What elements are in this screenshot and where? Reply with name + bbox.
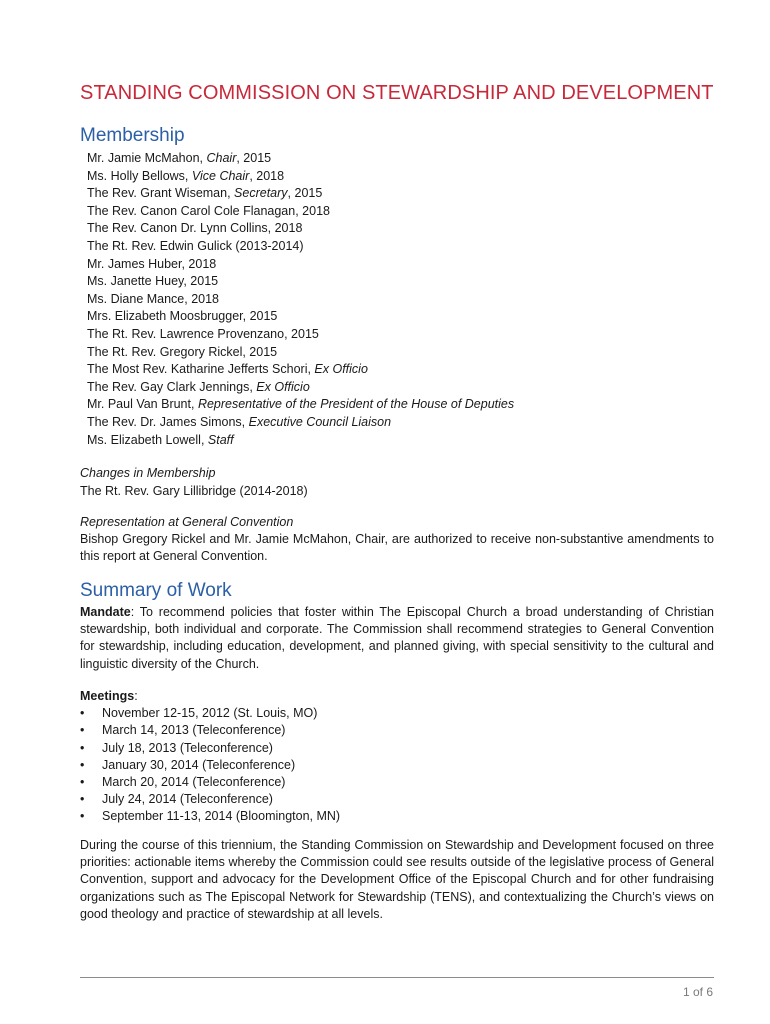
mandate-paragraph: [80, 604, 714, 673]
meeting-list: [80, 705, 714, 825]
member-item: Mrs. Elizabeth Moosbrugger, 2015: [87, 309, 278, 324]
summary-heading: Summary of Work: [80, 580, 232, 601]
member-item: The Rev. Grant Wiseman, Secretary, 2015: [87, 186, 323, 201]
triennium-paragraph: [80, 837, 714, 923]
representation-heading: Representation at General Convention: [80, 515, 294, 529]
page-number: 1 of 6: [682, 985, 713, 999]
member-item: The Rev. Dr. James Simons, Executive Council Liaison: [87, 414, 392, 429]
member-item: Ms. Holly Bellows, Vice Chair, 2018: [87, 168, 285, 183]
changes-in-membership: [80, 465, 308, 500]
member-item: The Most Rev. Katharine Jefferts Schori, Ex Officio: [87, 362, 368, 377]
member-item: Ms. Diane Mance, 2018: [87, 291, 220, 306]
member-item: The Rev. Canon Carol Cole Flanagan, 2018: [87, 203, 330, 218]
document-title: STANDING COMMISSION ON STEWARDSHIP AND DEVELOPMENT: [80, 82, 714, 104]
member-item: Mr. James Huber, 2018: [87, 256, 217, 271]
meeting-item: • July 18, 2013 (Teleconference): [80, 740, 714, 757]
bullet-icon: •: [80, 792, 85, 807]
bullet-icon: •: [80, 740, 85, 755]
bullet-icon: •: [80, 775, 85, 790]
member-item: The Rt. Rev. Edwin Gulick (2013-2014): [87, 238, 304, 253]
meeting-item: • November 12-15, 2012 (St. Louis, MO): [80, 705, 714, 722]
bullet-icon: •: [80, 757, 85, 772]
changes-text: The Rt. Rev. Gary Lillibridge (2014-2018): [80, 483, 308, 498]
member-item: Ms. Elizabeth Lowell, Staff: [87, 432, 234, 447]
member-item: The Rt. Rev. Lawrence Provenzano, 2015: [87, 326, 319, 341]
meeting-item: • March 20, 2014 (Teleconference): [80, 774, 714, 791]
meeting-item: • March 14, 2013 (Teleconference): [80, 722, 714, 739]
meeting-item: • July 24, 2014 (Teleconference): [80, 791, 714, 808]
triennium-text: During the course of this triennium, the Standing Commission on Stewardship and Development focused on three priorities: actionable items whereby the Commission could see results outside of the legislative process of General Convention, support and advocacy for the Development Office of the Episcopal Church and for other fundraising organizations such as The Episcopal Network for Stewardship (TENS), and contextualizing the Church’s views on good theology and practice of stewardship at all levels.: [80, 838, 714, 921]
mandate-label: Mandate: [80, 605, 131, 619]
member-item: Mr. Jamie McMahon, Chair, 2015: [87, 151, 272, 165]
bullet-icon: •: [80, 809, 85, 824]
member-item: Ms. Janette Huey, 2015: [87, 274, 219, 289]
member-item: The Rev. Gay Clark Jennings, Ex Officio: [87, 379, 310, 394]
meetings-label: Meetings: [80, 689, 135, 703]
meetings-section: Meetings: • November 12-15, 2012 (St. Louis, MO) • March 14, 2013 (Teleconference) • July 18, 2013 (Teleconference) • January 30, 2014 (Teleconference) • March 20, 2014 (Teleconference) • July 24, 2014 (Teleconference) • September 11-13, 2014 (Bloomington, MN): [80, 688, 714, 826]
meeting-item: • September 11-13, 2014 (Bloomington, MN): [80, 808, 714, 825]
membership-heading: Membership: [80, 125, 185, 146]
representation-at-convention: [80, 514, 714, 566]
member-item: The Rt. Rev. Gregory Rickel, 2015: [87, 344, 278, 359]
representation-text: Bishop Gregory Rickel and Mr. Jamie McMahon, Chair, are authorized to receive non-substantive amendments to this report at General Convention.: [80, 532, 714, 564]
bullet-icon: •: [80, 706, 85, 721]
member-item: The Rev. Canon Dr. Lynn Collins, 2018: [87, 221, 303, 236]
bullet-icon: •: [80, 723, 85, 738]
meeting-item: • January 30, 2014 (Teleconference): [80, 757, 714, 774]
member-item: Mr. Paul Van Brunt, Representative of the President of the House of Deputies: [87, 397, 515, 412]
mandate-text: : To recommend policies that foster within The Episcopal Church a broad understanding of Christian stewardship, both individual and corporate. The Commission shall recommend strategies to General Convention for stewardship, including education, development, and planned giving, with special sensitivity to the cultural and linguistic diversity of the Church.: [80, 605, 714, 671]
changes-heading: Changes in Membership: [80, 466, 216, 480]
footer-divider: [80, 977, 714, 978]
member-list: [87, 150, 514, 449]
